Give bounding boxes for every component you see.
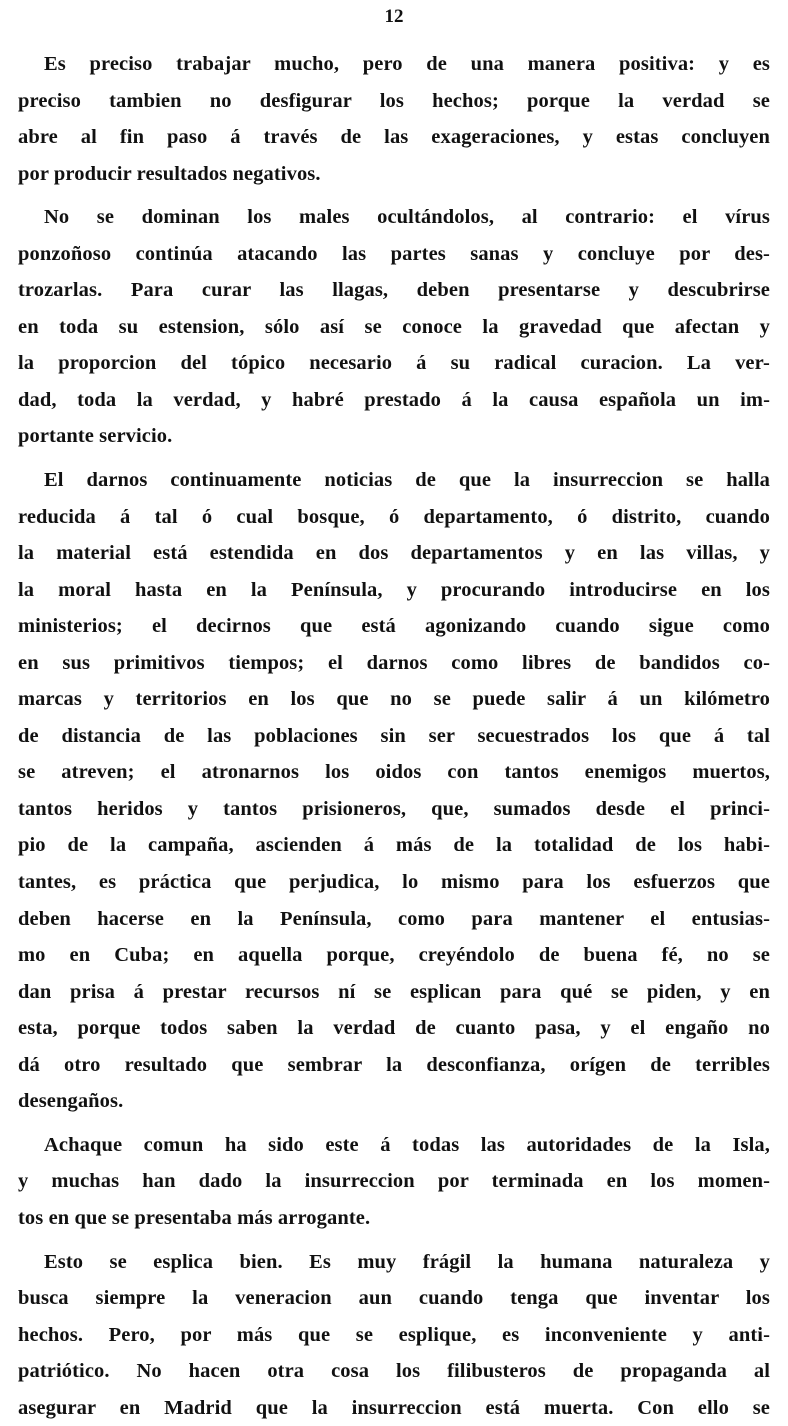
paragraph-gap [18, 192, 770, 199]
text-line: en sus primitivos tiempos; el darnos como libres de bandidos co- [18, 645, 770, 682]
page-number: 12 [0, 6, 788, 28]
text-line: pio de la campaña, ascienden á más de la totalidad de los habi- [18, 827, 770, 864]
text-line: Esto se esplica bien. Es muy frágil la humana naturaleza y [18, 1244, 770, 1281]
text-line: la moral hasta en la Península, y procurando introducirse en los [18, 572, 770, 609]
text-line: la proporcion del tópico necesario á su radical curacion. La ver- [18, 345, 770, 382]
text-line: abre al fin paso á través de las exageraciones, y estas concluyen [18, 119, 770, 156]
text-line: tos en que se presentaba más arrogante. [18, 1200, 770, 1237]
text-line: reducida á tal ó cual bosque, ó departamento, ó distrito, cuando [18, 499, 770, 536]
text-line: El darnos continuamente noticias de que la insurreccion se halla [18, 462, 770, 499]
paragraph-gap [18, 1237, 770, 1244]
paragraph [18, 199, 770, 455]
paragraph [18, 1244, 770, 1426]
paragraph [18, 462, 770, 1120]
text-line: ponzoñoso continúa atacando las partes sanas y concluye por des- [18, 236, 770, 273]
text-line: se atreven; el atronarnos los oidos con tantos enemigos muertos, [18, 754, 770, 791]
page-body [18, 46, 770, 1426]
text-line: la material está estendida en dos departamentos y en las villas, y [18, 535, 770, 572]
text-line: mo en Cuba; en aquella porque, creyéndolo de buena fé, no se [18, 937, 770, 974]
text-line: de distancia de las poblaciones sin ser secuestrados los que á tal [18, 718, 770, 755]
text-line: tantes, es práctica que perjudica, lo mismo para los esfuerzos que [18, 864, 770, 901]
text-line: en toda su estension, sólo así se conoce la gravedad que afectan y [18, 309, 770, 346]
text-line: ministerios; el decirnos que está agonizando cuando sigue como [18, 608, 770, 645]
text-line: Achaque comun ha sido este á todas las autoridades de la Isla, [18, 1127, 770, 1164]
text-line: esta, porque todos saben la verdad de cuanto pasa, y el engaño no [18, 1010, 770, 1047]
paragraph-gap [18, 1120, 770, 1127]
paragraph [18, 1127, 770, 1237]
text-line: portante servicio. [18, 418, 770, 455]
text-line: hechos. Pero, por más que se esplique, es inconveniente y anti- [18, 1317, 770, 1354]
text-line: desengaños. [18, 1083, 770, 1120]
text-line: Es preciso trabajar mucho, pero de una manera positiva: y es [18, 46, 770, 83]
text-line: asegurar en Madrid que la insurreccion está muerta. Con ello se [18, 1390, 770, 1426]
paragraph [18, 46, 770, 192]
text-line: dan prisa á prestar recursos ní se esplican para qué se piden, y en [18, 974, 770, 1011]
text-line: trozarlas. Para curar las llagas, deben presentarse y descubrirse [18, 272, 770, 309]
text-line: marcas y territorios en los que no se puede salir á un kilómetro [18, 681, 770, 718]
text-line: deben hacerse en la Península, como para mantener el entusias- [18, 901, 770, 938]
text-line: patriótico. No hacen otra cosa los filibusteros de propaganda al [18, 1353, 770, 1390]
text-line: y muchas han dado la insurreccion por terminada en los momen- [18, 1163, 770, 1200]
text-line: preciso tambien no desfigurar los hechos; porque la verdad se [18, 83, 770, 120]
text-line: por producir resultados negativos. [18, 156, 770, 193]
text-line: busca siempre la veneracion aun cuando tenga que inventar los [18, 1280, 770, 1317]
text-line: tantos heridos y tantos prisioneros, que, sumados desde el princi- [18, 791, 770, 828]
text-line: dad, toda la verdad, y habré prestado á la causa española un im- [18, 382, 770, 419]
text-line: dá otro resultado que sembrar la desconfianza, orígen de terribles [18, 1047, 770, 1084]
text-line: No se dominan los males ocultándolos, al contrario: el vírus [18, 199, 770, 236]
paragraph-gap [18, 455, 770, 462]
